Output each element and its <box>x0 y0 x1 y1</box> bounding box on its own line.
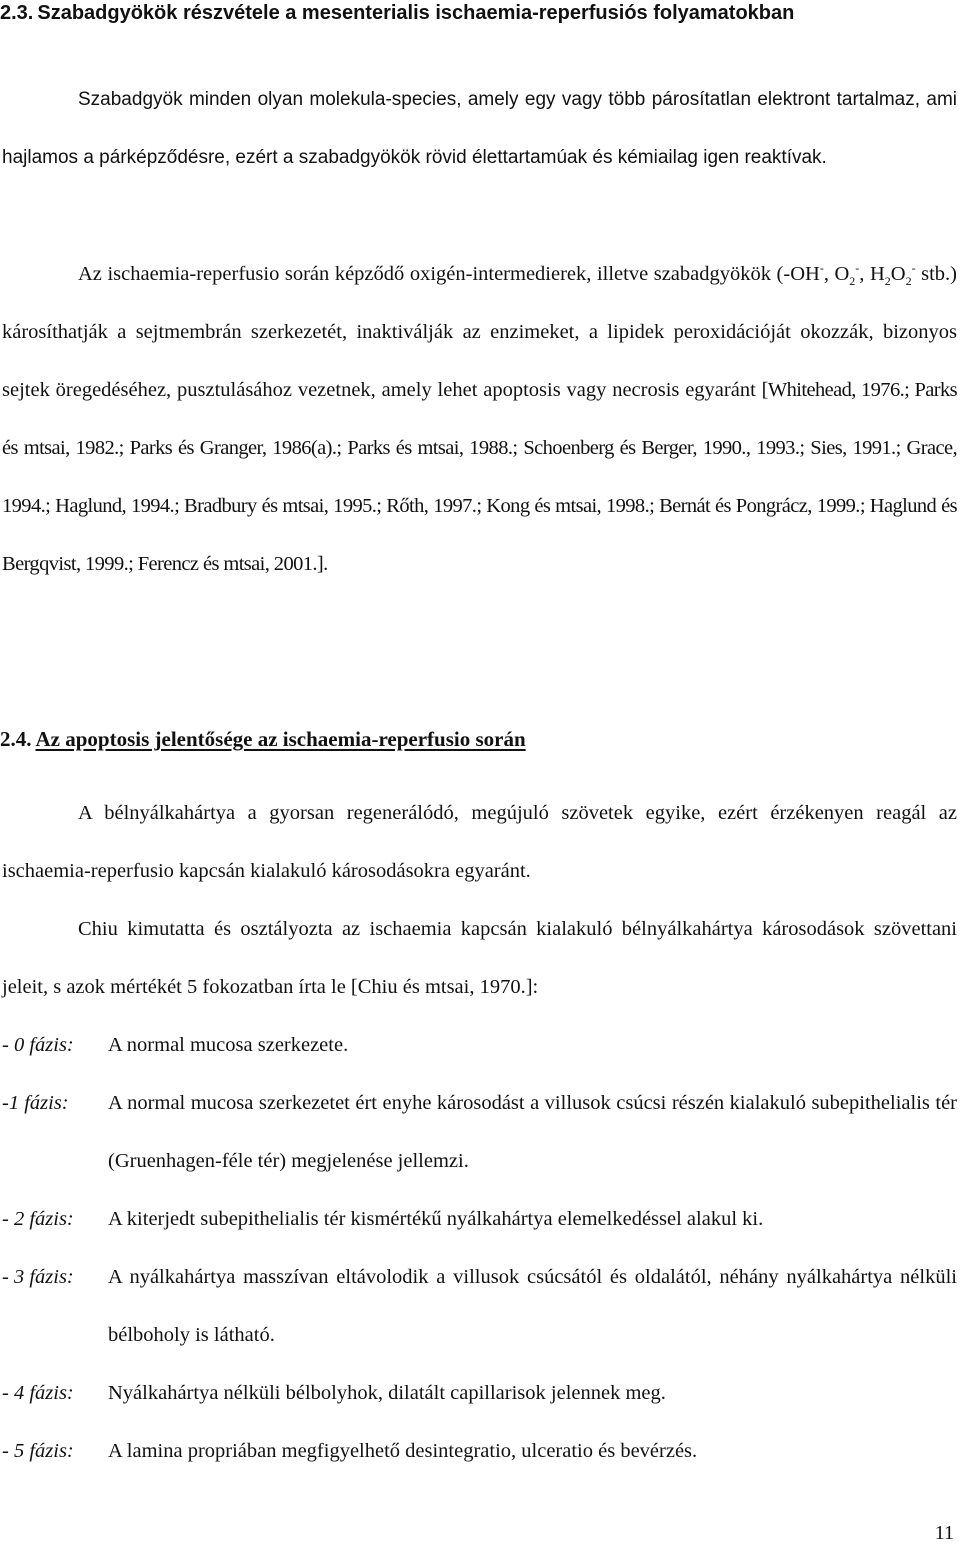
phase-item-1 <box>2 1074 957 1190</box>
phase-item-2 <box>2 1190 957 1248</box>
phase-description: Nyálkahártya nélküli bélbolyhok, dilatált capillarisok jelennek meg. <box>108 1382 666 1404</box>
paragraph-oxygen-intermediates <box>2 245 957 593</box>
page-number: 11 <box>934 1522 954 1544</box>
phase-description: A lamina propriában megfigyelhető desintegratio, ulceratio és bevérzés. <box>108 1440 698 1462</box>
phase-description: A nyálkahártya masszívan eltávolodik a villusok csúcsától és oldalától, néhány nyálkahártya nélküli bélboholy is látható. <box>108 1266 957 1346</box>
radical-formula: (-OH-, $O_2^-$, $H_2O_2^-$ stb.) <box>776 261 958 289</box>
section-heading-2-3 <box>0 2 960 25</box>
phase-label: - 2 fázis: <box>2 1208 74 1230</box>
paragraph-free-radical-definition: Szabadgyök minden olyan molekula-species, amely egy vagy több párosítatlan elektront tartalmaz, ami hajlamos a párképződésre, ezért a szabadgyökök rövid élettartamúak és kémiailag igen reaktívak. <box>2 89 957 168</box>
phase-label: -1 fázis: <box>2 1092 69 1114</box>
phase-label: - 5 fázis: <box>2 1440 74 1462</box>
paragraph-body: károsíthatják a sejtmembrán szerkezetét, inaktiválják az enzimeket, a lipidek peroxidációját okozzák, bizonyos sejtek öregedéséhez, pusztulásához vezetnek, amely lehet apoptosis vagy necrosis egyaránt <box>2 321 957 401</box>
reference-list: [Whitehead, 1976.; Parks és mtsai, 1982.; Parks és Granger, 1986(a).; Parks és mtsai, 1988.; Schoenberg és Berger, 1990., 1993.; Sies, 1991.; Grace, 1994.; Haglund, 1994.; Bradbury és mtsai, 1995.; Rőth, 1997.; Kong és mtsai, 1998.; Bernát és Pongrácz, 1999.; Haglund és Bergqvist, 1999.; Ferencz és mtsai, 2001.]. <box>2 379 958 575</box>
phase-item-4 <box>2 1364 957 1422</box>
phase-item-0 <box>2 1016 957 1074</box>
phase-description: A normal mucosa szerkezetet ért enyhe károsodást a villusok csúcsi részén kialakuló subepithelialis tér (Gruenhagen-féle tér) megjelenése jellemzi. <box>108 1092 957 1172</box>
phase-item-5 <box>2 1422 957 1480</box>
section-title: Az apoptosis jelentősége az ischaemia-reperfusio során <box>35 727 526 751</box>
phase-description: A kiterjedt subepithelialis tér kismértékű nyálkahártya elemelkedéssel alakul ki. <box>108 1208 764 1230</box>
section-heading-2-4 <box>0 727 960 752</box>
paragraph-chiu-classification: Chiu kimutatta és osztályozta az ischaemia kapcsán kialakuló bélnyálkahártya károsodások szövettani jeleit, s azok mértékét 5 fokozatban írta le [Chiu és mtsai, 1970.]: <box>2 918 957 998</box>
paragraph-mucosa-sensitivity: A bélnyálkahártya a gyorsan regenerálódó, megújuló szövetek egyike, ezért érzékenyen reagál az ischaemia-reperfusio kapcsán kialakuló károsodásokra egyaránt. <box>2 802 957 882</box>
phase-description: A normal mucosa szerkezete. <box>108 1034 349 1056</box>
phase-label: - 3 fázis: <box>2 1266 74 1288</box>
section-number: 2.3. <box>0 2 34 24</box>
paragraph-intro: Az ischaemia-reperfusio során képződő oxigén-intermedierek, illetve szabadgyökök <box>78 263 771 285</box>
section-number: 2.4. <box>0 727 32 751</box>
phase-item-3 <box>2 1248 957 1364</box>
phase-label: - 4 fázis: <box>2 1382 74 1404</box>
phase-label: - 0 fázis: <box>2 1034 74 1056</box>
section-title: Szabadgyökök részvétele a mesenterialis ischaemia-reperfusiós folyamatokban <box>37 2 795 24</box>
